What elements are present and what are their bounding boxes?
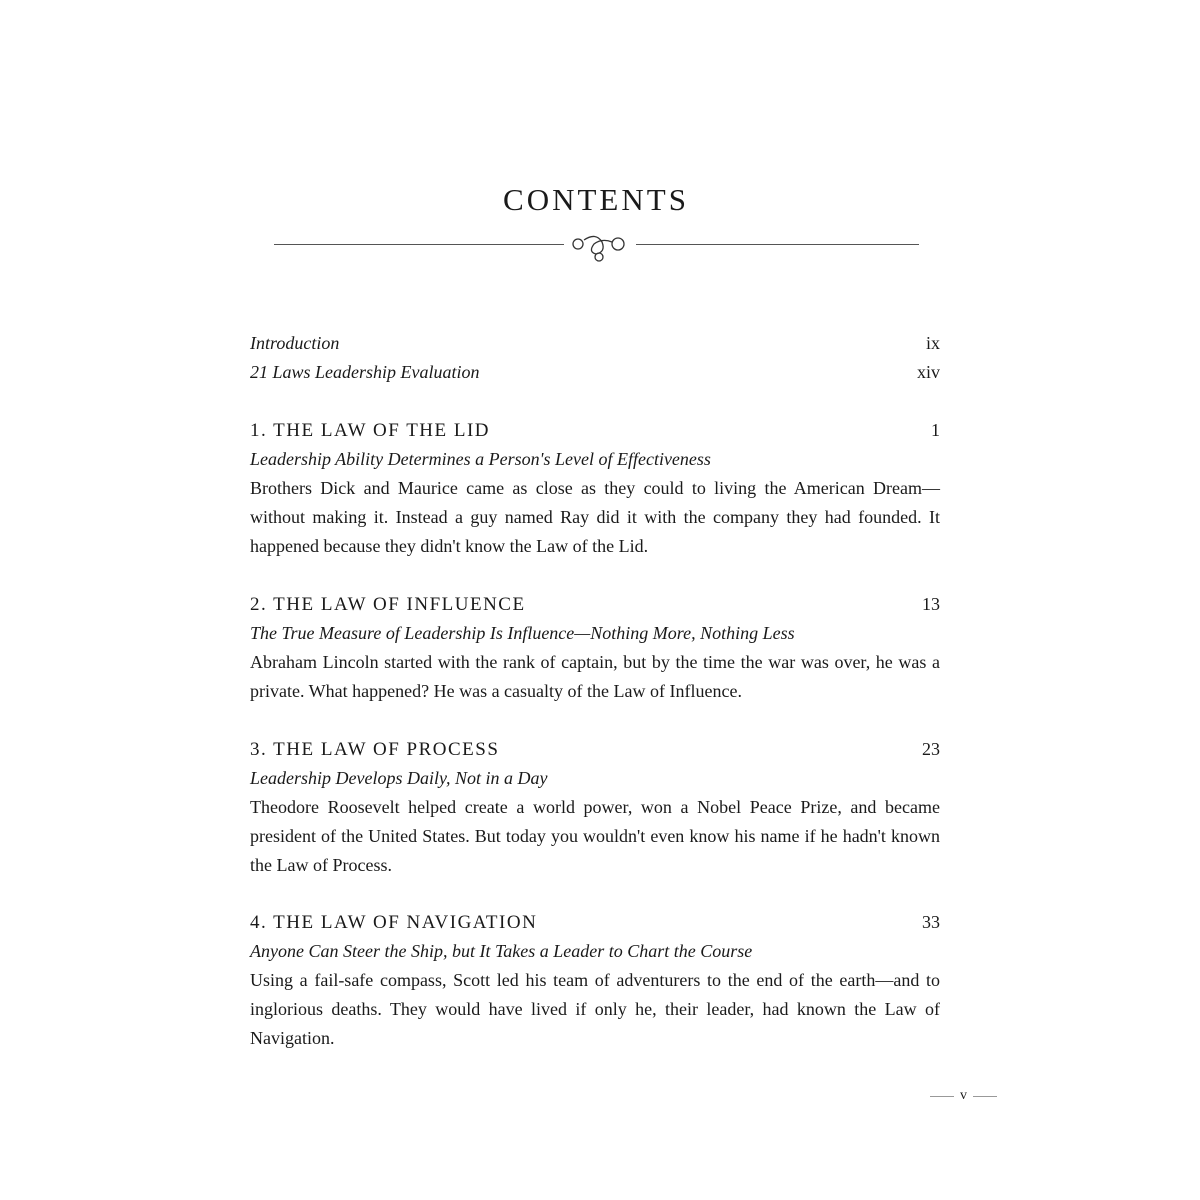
entry-label: Introduction xyxy=(250,333,340,353)
chapter-title: THE LAW OF INFLUENCE xyxy=(273,594,526,615)
chapter-number: 3 xyxy=(250,739,261,760)
chapter-page: 23 xyxy=(922,739,940,759)
toc-entry-evaluation[interactable] xyxy=(250,358,940,387)
chapter-description: Theodore Roosevelt helped create a world power, won a Nobel Peace Prize, and became president of the United States. But today you wouldn't even know his name if he hadn't known the Law of Process. xyxy=(250,797,940,875)
chapter-heading[interactable]: 3. THE LAW OF PROCESS 23 xyxy=(250,735,940,764)
chapter-description: Using a fail-safe compass, Scott led his team of adventurers to the end of the earth—and to inglorious deaths. They would have lived if only he, their leader, had known the Law of Navigation. xyxy=(250,970,940,1048)
chapter-number: 4 xyxy=(250,912,261,933)
entry-page: ix xyxy=(925,333,940,353)
chapter-description: Brothers Dick and Maurice came as close as they could to living the American Dream—without making it. Instead a guy named Ray did it with the company they had founded. It happened because they didn't know the Law of the Lid. xyxy=(250,478,940,556)
chapter-page: 1 xyxy=(931,420,940,440)
chapter-subtitle: Anyone Can Steer the Ship, but It Takes a Leader to Chart the Course xyxy=(250,941,753,961)
chapter-page: 33 xyxy=(922,912,940,932)
chapter-heading[interactable]: 1. THE LAW OF THE LID 1 xyxy=(250,416,940,445)
chapter-number: 1 xyxy=(250,420,261,441)
chapter-3 xyxy=(250,735,940,880)
page-folio xyxy=(930,1088,997,1104)
chapter-subtitle: Leadership Ability Determines a Person's Level of Effectiveness xyxy=(250,449,711,469)
divider-left xyxy=(274,244,564,245)
flourish-ornament-icon xyxy=(566,232,632,264)
entry-page: xiv xyxy=(916,362,940,382)
chapter-subtitle: Leadership Develops Daily, Not in a Day xyxy=(250,768,548,788)
entry-label: 21 Laws Leadership Evaluation xyxy=(250,362,480,382)
divider-right xyxy=(636,244,919,245)
chapter-1 xyxy=(250,416,940,561)
chapter-4 xyxy=(250,908,940,1053)
chapter-number: 2 xyxy=(250,594,261,615)
page-title: CONTENTS xyxy=(503,182,689,217)
chapter-description: Abraham Lincoln started with the rank of captain, but by the time the war was over, he was a private. What happened? He was a casualty of the Law of Influence. xyxy=(250,652,940,701)
front-matter xyxy=(250,329,940,387)
chapter-subtitle: The True Measure of Leadership Is Influence—Nothing More, Nothing Less xyxy=(250,623,795,643)
chapter-2 xyxy=(250,590,940,706)
chapter-heading[interactable]: 4. THE LAW OF NAVIGATION 33 xyxy=(250,908,940,937)
chapter-page: 13 xyxy=(922,594,940,614)
toc-entry-introduction[interactable] xyxy=(250,329,940,358)
page-number: v xyxy=(960,1088,967,1103)
chapter-title: THE LAW OF PROCESS xyxy=(273,739,500,760)
chapter-heading[interactable]: 2. THE LAW OF INFLUENCE 13 xyxy=(250,590,940,619)
chapter-title: THE LAW OF THE LID xyxy=(273,420,491,441)
chapter-title: THE LAW OF NAVIGATION xyxy=(273,912,538,933)
